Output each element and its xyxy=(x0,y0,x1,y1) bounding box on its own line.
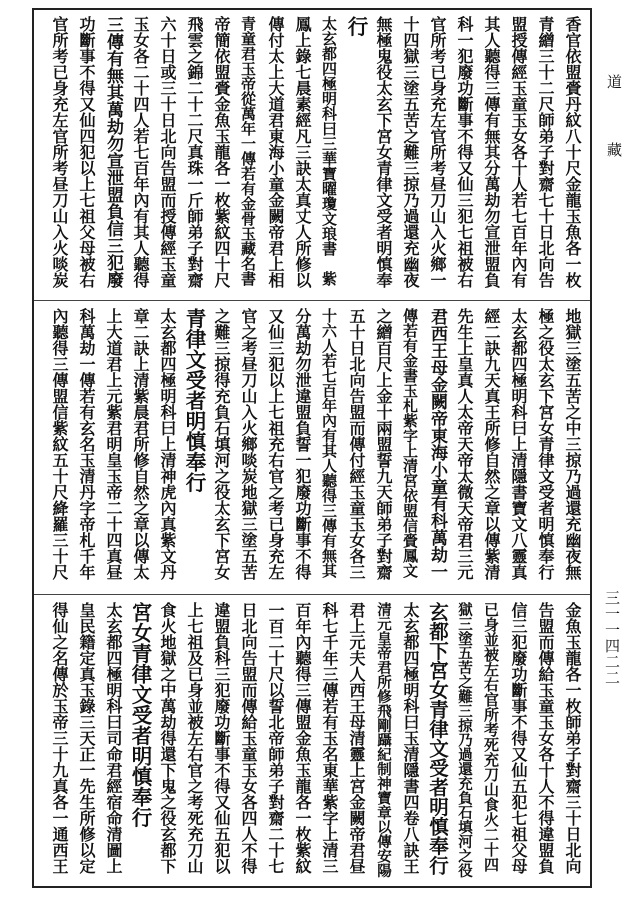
text-column: 科萬劫一傳若有玄名玉清丹字帝札千年 xyxy=(77,308,96,580)
text-column: 宮女青律文受者明慎奉行 xyxy=(128,602,152,828)
text-panel-middle xyxy=(34,302,590,592)
text-column: 君西王母金闕帝東海小童有科萬劫一 xyxy=(427,308,447,580)
text-column: 青童君玉帝從萬年一傳若有金骨玉藏名書 xyxy=(239,16,257,286)
text-column: 之難三掠得充負石填河之役太玄下宮女 xyxy=(212,308,231,580)
page-frame xyxy=(32,8,592,888)
text-column: 章二訣上清紫晨君所修自然之章以傳太 xyxy=(131,308,150,580)
text-column: 六十日或三十日北向告盟而授傳經玉童 xyxy=(158,16,177,288)
text-column: 先生上皇真人太帝天帝太微天帝君三元 xyxy=(455,308,474,580)
text-column: 內聽得三傳盟信紫紋五十尺絳羅三十尺 xyxy=(50,308,69,580)
text-column: 功斷事不得又仙四犯以上七祖父母被右 xyxy=(77,16,96,288)
text-column: 太玄都四極明科曰上清隱書寶文八靈真 xyxy=(509,308,528,580)
text-column: 上大道君上元紫君明皇玉帝二十四真昼 xyxy=(104,308,123,580)
text-column: 太玄都四極明科曰上清神虎內真紫文丹 xyxy=(158,308,177,580)
text-column: 十六人若七百年內有其人聽得三傳有無其 xyxy=(320,308,338,578)
margin-title-top: 道 xyxy=(605,74,623,91)
text-column: 清元皇帝君所修飛剛躡紀制神寶章以傳安陽 xyxy=(375,602,392,878)
text-column: 科一犯廢功斷事不得又仙三犯七祖被右 xyxy=(455,16,474,288)
text-column: 五十日北向告盟而傳付經玉童玉女各三 xyxy=(347,308,366,580)
text-column: 帝簡依盟賫金魚玉龍各一枚紫紋四十尺 xyxy=(212,16,231,288)
text-column: 官所考已身充左官所考昼刀山入火鄉一 xyxy=(428,16,447,288)
text-column: 違盟負科三犯廢功斷事不得又仙五犯以 xyxy=(212,602,231,874)
text-column: 十四獄三塗五苦之難三掠乃過還充幽夜 xyxy=(401,16,420,288)
text-column: 其人聽得三傳有無其分萬劫勿宣泄盟負 xyxy=(482,16,501,288)
text-column: 傳若有金書玉札紫字上清宮依盟信賫鳳文 xyxy=(401,308,419,578)
text-column: 一百二十尺以誓北帝師弟子對齋二十七 xyxy=(266,602,285,874)
text-column: 之繒百尺上金十兩盟誓九天師弟子對齋 xyxy=(374,308,393,580)
text-column: 科七千年三傳若有玉名東華紫字上清三 xyxy=(320,602,339,874)
panel-divider-2 xyxy=(34,594,590,595)
text-column: 信三犯廢功斷事不得又仙五犯七祖父母 xyxy=(509,602,528,874)
text-column: 行 xyxy=(344,16,368,37)
text-column: 鳳上錄七晨素經凡三訣太真丈人所修以 xyxy=(293,16,312,288)
text-column: 官之考昼刀山入火鄉啖炭地獄三塗五苦 xyxy=(239,308,258,580)
text-column: 玉女各二十四人若七百年內有其人聽得 xyxy=(131,16,150,288)
text-column: 無極鬼役太玄下宮女青律文受者明慎奉 xyxy=(374,16,393,288)
margin-title-bottom: 藏 xyxy=(605,142,623,159)
text-column: 飛雲之錦二十二尺真珠一斤師弟子對齋 xyxy=(185,16,204,288)
text-column: 君上元夫人西王母清靈上宮金闕帝君昼 xyxy=(347,602,366,874)
text-panel-bottom xyxy=(34,596,590,886)
text-column: 分萬劫勿泄違盟負誓一犯廢功斷事不得 xyxy=(293,308,312,580)
text-column: 獄三塗五苦之難三掠乃過還充負石填河之役 xyxy=(456,602,473,878)
text-column: 盟授傳經玉童玉女各十人若七百年內有 xyxy=(509,16,528,288)
text-column: 又仙三犯以上七祖充右官之考已身充左 xyxy=(266,308,285,580)
panel-divider-1 xyxy=(34,300,590,301)
text-panel-top xyxy=(34,10,590,300)
text-column: 三傳有無其萬劫勿宣泄盟負信三犯廢 xyxy=(103,16,123,288)
text-column: 百年內聽得三傳盟金魚玉龍各一枚紫紋 xyxy=(293,602,312,874)
text-column: 太玄都四極明科曰玉清隱書四卷八訣王 xyxy=(401,602,420,874)
text-column: 地獄三塗五苦之中三掠乃過還充幽夜無 xyxy=(563,308,582,580)
text-column: 上七祖及已身並被左右官之考死充刀山 xyxy=(185,602,204,874)
text-column: 玄都下宮女青律文受者明慎奉行 xyxy=(426,602,449,875)
text-column: 皇民籍定真玉錄三天正一先生所修以定 xyxy=(77,602,96,874)
text-column: 日北向告盟而傳給玉童玉女各四人不得 xyxy=(239,602,258,874)
text-column: 青繒三十二尺師弟子對齋七十日北向告 xyxy=(536,16,555,288)
text-column: 食火地獄之中萬劫得還下鬼之役玄都下 xyxy=(158,602,177,874)
text-column: 經二訣九天真王所修自然之章以傳紫清 xyxy=(482,308,501,580)
text-column: 告盟而傳給玉童玉女各十人不得違盟負 xyxy=(536,602,555,874)
text-column: 青律文受者明慎奉行 xyxy=(182,308,206,493)
text-column: 太玄都四極明科曰司命君經宿命清圖上 xyxy=(104,602,123,874)
text-column: 傳付太上大道君東海小童金闕帝君上相 xyxy=(266,16,285,288)
page-number: 三一一四二二 xyxy=(603,590,621,686)
text-column: 金魚玉龍各一枚師弟子對齋三十日北向 xyxy=(563,602,582,874)
text-column: 香官依盟賫丹紋八十尺金龍玉魚各一枚 xyxy=(563,16,582,288)
text-column: 太玄都四極明科曰三華寶曜瓊文琅書 紫 xyxy=(320,16,338,286)
text-column: 極之役太玄下宮女青律文受者明慎奉行 xyxy=(536,308,555,580)
text-column: 得仙之名傳於玉帝三十九真各一通西王 xyxy=(50,602,69,874)
text-column: 官所考已身充左官所考昼刀山入火啖炭 xyxy=(50,16,69,288)
text-column: 已身並被左右官所考死充刀山食火二十四 xyxy=(482,602,500,872)
